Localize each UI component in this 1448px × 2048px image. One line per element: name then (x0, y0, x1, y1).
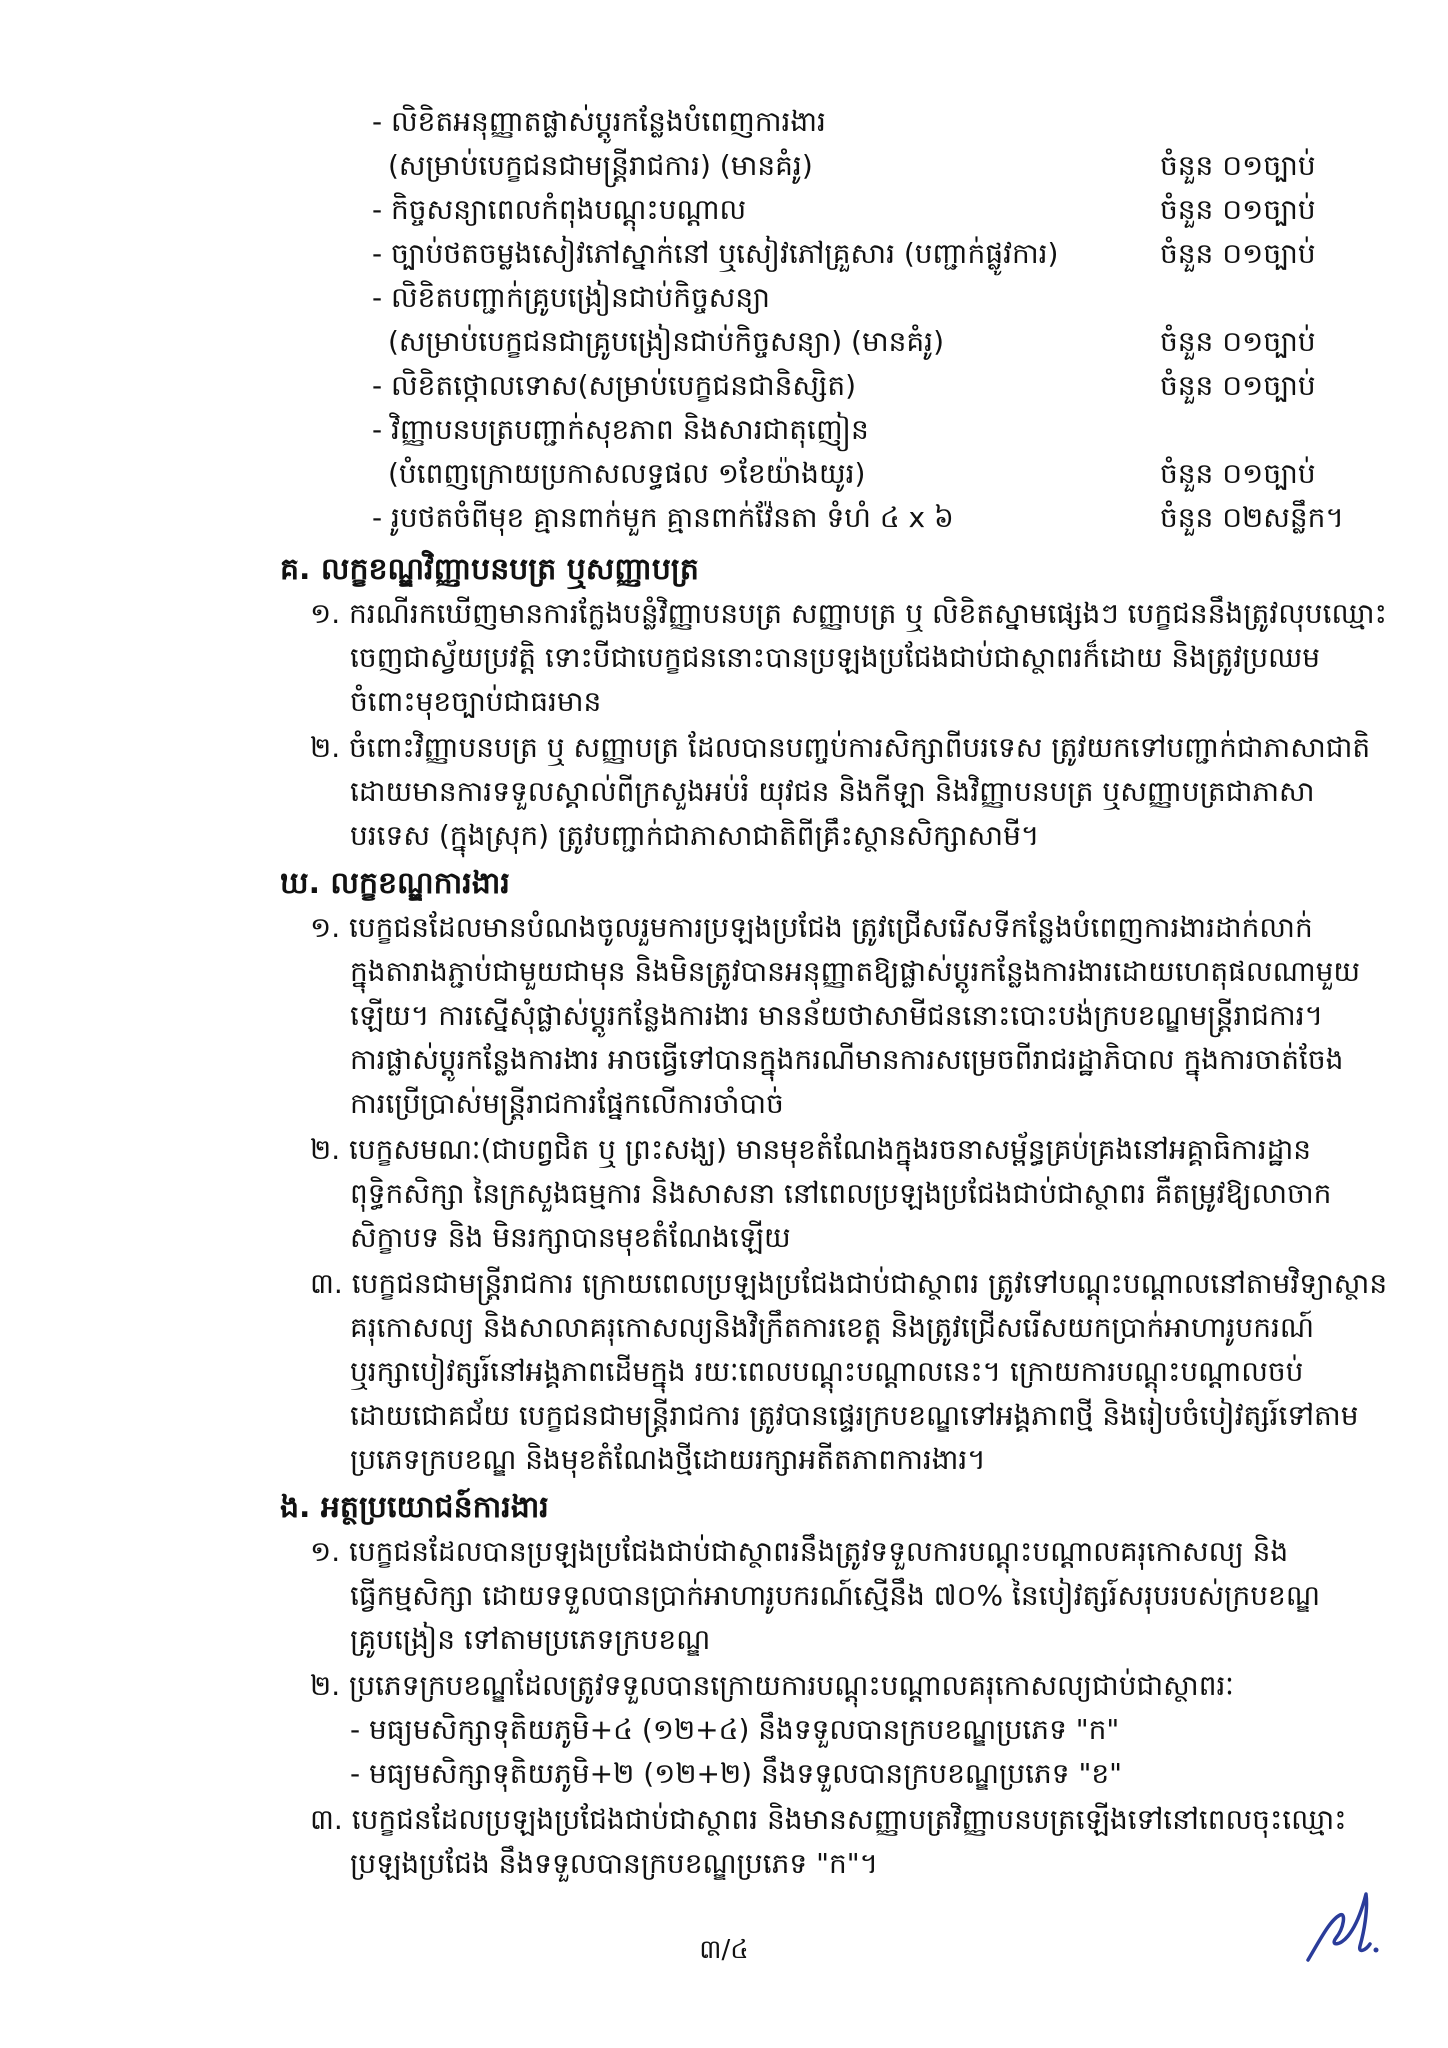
paragraph-line: សិក្ខាបទ និង មិនរក្សាបានមុខតំណែងឡើយ (350, 1221, 791, 1254)
paragraph-line: ១. ករណីរកឃើញមានការក្លែងបន្លំវិញ្ញាបនបត្រ សញ្ញាបត្រ ឬ លិខិតស្នាមផ្សេងៗ បេក្ខជននឹងត្រូវលុបឈ្មោះ (310, 597, 1387, 630)
paragraph-line: ក្នុងតារាងភ្ជាប់ជាមួយជាមុន និងមិនត្រូវបានអនុញ្ញាតឱ្យផ្លាស់ប្តូរកន្លែងការងារដោយហេតុផលណាមួយ (350, 955, 1361, 988)
doc-qty: ចំនួន ០១ច្បាប់ (1160, 457, 1316, 490)
paragraph-line: ចំពោះមុខច្បាប់ជាធរមាន (350, 685, 602, 718)
paragraph-line: គរុកោសល្យ និងសាលាគរុកោសល្យនិងវិក្រឹតការខេត្ត និងត្រូវជ្រើសរើសយកប្រាក់អាហារូបករណ៍ (350, 1311, 1315, 1344)
doc-qty: ចំនួន ០២សន្លឹក។ (1160, 501, 1344, 534)
paragraph-line: ២. ប្រភេទក្របខណ្ឌដែលត្រូវទទួលបានក្រោយការបណ្តុះបណ្តាលគរុកោសល្យជាប់ជាស្ថាពរៈ (310, 1669, 1234, 1702)
section-heading-kho: ឃ. លក្ខខណ្ឌការងារ (280, 866, 510, 901)
doc-item: (បំពេញក្រោយប្រកាសលទ្ធផល ១ខែយ៉ាងយូរ) (388, 457, 866, 490)
doc-item: (សម្រាប់បេក្ខជនជាគ្រូបង្រៀនជាប់កិច្ចសន្យា) (មានគំរូ) (388, 325, 944, 358)
paragraph-line: - មធ្យមសិក្សាទុតិយភូមិ+២ (១២+២) នឹងទទួលបានក្របខណ្ឌប្រភេទ "ខ" (350, 1757, 1123, 1790)
paragraph-line: ពុទ្ធិកសិក្សា នៃក្រសួងធម្មការ និងសាសនា នៅពេលប្រឡងប្រជែងជាប់ជាស្ថាពរ គឺតម្រូវឱ្យលាចាក (350, 1177, 1332, 1210)
paragraph-line: ៣. បេក្ខជនជាមន្ត្រីរាជការ ក្រោយពេលប្រឡងប្រជែងជាប់ជាស្ថាពរ ត្រូវទៅបណ្តុះបណ្តាលនៅតាមវិទ្យាស្ថាន (310, 1267, 1388, 1300)
doc-qty: ចំនួន ០១ច្បាប់ (1160, 325, 1316, 358)
paragraph-line: ឡើយ។ ការស្នើសុំផ្លាស់ប្តូរកន្លែងការងារ មានន័យថាសាមីជននោះបោះបង់ក្របខណ្ឌមន្ត្រីរាជការ។ (350, 999, 1324, 1032)
paragraph-line: ១. បេក្ខជនដែលបានប្រឡងប្រជែងជាប់ជាស្ថាពរនឹងត្រូវទទួលការបណ្តុះបណ្តាលគរុកោសល្យ និង (310, 1535, 1289, 1568)
doc-item: - ច្បាប់ថតចម្លងសៀវភៅស្នាក់នៅ ឬសៀវភៅគ្រួសារ (បញ្ជាក់ផ្លូវការ) (372, 237, 1059, 270)
doc-qty: ចំនួន ០១ច្បាប់ (1160, 193, 1316, 226)
page-number: ៣/៤ (699, 1935, 749, 1965)
paragraph-line: ៣. បេក្ខជនដែលប្រឡងប្រជែងជាប់ជាស្ថាពរ និងមានសញ្ញាបត្រវិញ្ញាបនបត្រឡើងទៅនៅពេលចុះឈ្មោះ (310, 1803, 1347, 1836)
paragraph-line: ២. ចំពោះវិញ្ញាបនបត្រ ឬ សញ្ញាបត្រ ដែលបានបញ្ចប់ការសិក្សាពីបរទេស ត្រូវយកទៅបញ្ជាក់ជាភាសាជាតិ (310, 731, 1371, 764)
paragraph-line: ឬរក្សាបៀវត្សរ៍នៅអង្គភាពដើមក្នុង រយៈពេលបណ្តុះបណ្តាលនេះ។ ក្រោយការបណ្តុះបណ្តាលចប់ (350, 1355, 1304, 1388)
doc-qty: ចំនួន ០១ច្បាប់ (1160, 149, 1316, 182)
paragraph-line: ធ្វើកម្មសិក្សា ដោយទទួលបានប្រាក់អាហារូបករណ៍ស្មើនឹង ៧០% នៃបៀវត្សរ៍សរុបរបស់ក្របខណ្ឌ (350, 1579, 1321, 1612)
doc-item: - កិច្ចសន្យាពេលកំពុងបណ្តុះបណ្តាល (372, 193, 747, 226)
paragraph-line: ការប្រើប្រាស់មន្ត្រីរាជការផ្នែកលើការចាំបាច់ (350, 1087, 784, 1120)
paragraph-line: ២. បេក្ខសមណៈ(ជាបព្វជិត ឬ ព្រះសង្ឃ) មានមុខតំណែងក្នុងរចនាសម្ព័ន្ធគ្រប់គ្រងនៅអគ្គាធិការដ្ឋាន (310, 1133, 1312, 1166)
paragraph-line: បរទេស (ក្នុងស្រុក) ត្រូវបញ្ជាក់ជាភាសាជាតិពីគ្រឹះស្ថានសិក្សាសាមី។ (350, 819, 1040, 852)
signature-mark (1300, 1880, 1390, 1970)
doc-item: - លិខិតថ្កោលទោស(សម្រាប់បេក្ខជនជានិស្សិត) (372, 369, 857, 402)
paragraph-line: ប្រឡងប្រជែង នឹងទទួលបានក្របខណ្ឌប្រភេទ "ក"។ (350, 1847, 879, 1880)
paragraph-line: ប្រភេទក្របខណ្ឌ និងមុខតំណែងថ្មីដោយរក្សាអតីតភាពការងារ។ (350, 1443, 986, 1476)
paragraph-line: គ្រូបង្រៀន ទៅតាមប្រភេទក្របខណ្ឌ (350, 1623, 711, 1656)
doc-item: - វិញ្ញាបនបត្របញ្ជាក់សុខភាព និងសារជាតុញៀន (372, 413, 869, 446)
section-heading-ngo: ង. អត្ថប្រយោជន៍ការងារ (280, 1490, 549, 1525)
paragraph-line: ចេញជាស្វ័យប្រវត្តិ ទោះបីជាបេក្ខជននោះបានប្រឡងប្រជែងជាប់ជាស្ថាពរក៏ដោយ និងត្រូវប្រឈម (350, 641, 1321, 674)
paragraph-line: ការផ្លាស់ប្តូរកន្លែងការងារ អាចធ្វើទៅបានក្នុងករណីមានការសម្រេចពីរាជរដ្ឋាភិបាល ក្នុងការចាត់ចែង (350, 1043, 1344, 1076)
doc-item: - លិខិតបញ្ជាក់គ្រូបង្រៀនជាប់កិច្ចសន្យា (372, 281, 770, 314)
doc-item: - រូបថតចំពីមុខ គ្មានពាក់មួក គ្មានពាក់វ៉ែនតា ទំហំ ៤ x ៦ (372, 501, 954, 534)
paragraph-line: - មធ្យមសិក្សាទុតិយភូមិ+៤ (១២+៤) នឹងទទួលបានក្របខណ្ឌប្រភេទ "ក" (350, 1713, 1120, 1746)
section-heading-ga: គ. លក្ខខណ្ឌវិញ្ញាបនបត្រ ឬសញ្ញាបត្រ (280, 552, 699, 587)
paragraph-line: ដោយមានការទទួលស្គាល់ពីក្រសួងអប់រំ យុវជន និងកីឡា និងវិញ្ញាបនបត្រ ឬសញ្ញាបត្រជាភាសា (350, 775, 1315, 808)
doc-qty: ចំនួន ០១ច្បាប់ (1160, 369, 1316, 402)
paragraph-line: ដោយជោគជ័យ បេក្ខជនជាមន្ត្រីរាជការ ត្រូវបានផ្ទេរក្របខណ្ឌទៅអង្គភាពថ្មី និងរៀបចំបៀវត្សរ៍ទៅតាម (350, 1399, 1359, 1432)
doc-item: - លិខិតអនុញ្ញាតផ្លាស់ប្តូរកន្លែងបំពេញការងារ (372, 105, 826, 138)
doc-qty: ចំនួន ០១ច្បាប់ (1160, 237, 1316, 270)
doc-item: (សម្រាប់បេក្ខជនជាមន្ត្រីរាជការ) (មានគំរូ) (388, 149, 813, 182)
paragraph-line: ១. បេក្ខជនដែលមានបំណងចូលរួមការប្រឡងប្រជែង ត្រូវជ្រើសរើសទីកន្លែងបំពេញការងារដាក់លាក់ (310, 911, 1313, 944)
